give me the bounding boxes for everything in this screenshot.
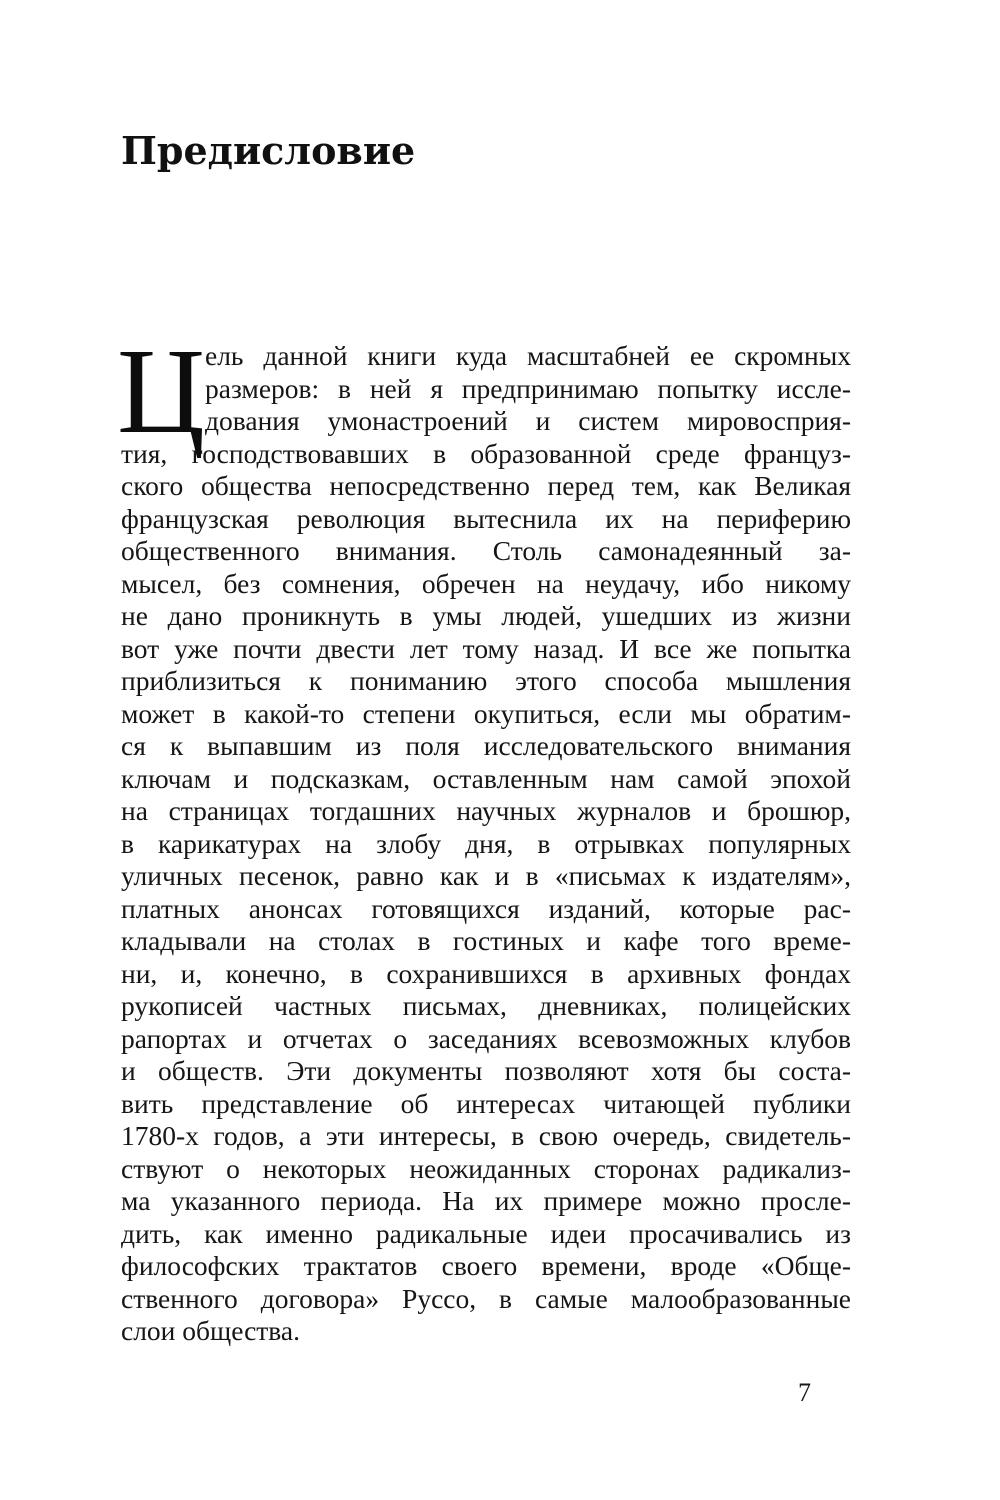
text-line: кладывали на столах в гостиных и кафе того време-	[121, 925, 851, 956]
text-line: мысел, без сомнения, обречен на неудачу, ибо никому	[121, 567, 851, 599]
text-line: вить представление об интересах читающей публики	[121, 1087, 851, 1119]
text-line: дования умонастроений и систем мировосприя-	[205, 405, 851, 436]
text-line: ма указанного периода. На их примере можно просле-	[121, 1185, 851, 1216]
text-line: ключам и подсказкам, оставленным нам самой эпохой	[121, 762, 851, 794]
text-line: рукописей частных письмах, дневниках, полицейских	[121, 990, 851, 1021]
drop-cap-letter: Ц	[117, 324, 206, 459]
chapter-title: Предисловие	[121, 128, 416, 173]
preface-paragraph	[117, 324, 851, 1348]
text-line: вот уже почти двести лет тому назад. И все же попытка	[121, 632, 851, 664]
text-line: дить, как именно радикальные идеи просачивались из	[121, 1217, 851, 1249]
text-line: на страницах тогдашних научных журналов и брошюр,	[121, 795, 851, 826]
text-line: ского общества непосредственно перед тем, как Великая	[121, 470, 851, 501]
text-line: не дано проникнуть в умы людей, ушедших из жизни	[121, 600, 851, 631]
text-line: ствуют о некоторых неожиданных сторонах радикализ-	[121, 1152, 851, 1184]
text-line: 1780-х годов, а эти интересы, в свою очередь, свидетель-	[121, 1120, 851, 1151]
page-number: 7	[798, 1378, 811, 1407]
text-line: в карикатурах на злобу дня, в отрывках популярных	[121, 827, 851, 859]
text-line: ни, и, конечно, в сохранившихся в архивных фондах	[121, 957, 851, 989]
text-line: и обществ. Эти документы позволяют хотя бы соста-	[121, 1055, 851, 1086]
text-line: размеров: в ней я предпринимаю попытку иссле-	[205, 372, 851, 404]
text-line: тия, господствовавших в образованной среде француз-	[121, 437, 851, 469]
text-line: рапортах и отчетах о заседаниях всевозможных клубов	[121, 1022, 851, 1054]
text-line: может в какой-то степени окупиться, если мы обратим-	[121, 697, 851, 729]
text-line: общественного внимания. Столь самонадеянный за-	[121, 535, 851, 566]
text-line: уличных песенок, равно как и в «письмах к издателям»,	[121, 860, 851, 891]
text-line: французская революция вытеснила их на периферию	[121, 502, 851, 534]
text-line: ель данной книги куда масштабней ее скромных	[205, 340, 851, 371]
text-line: платных анонсах готовящихся изданий, которые рас-	[121, 892, 851, 924]
text-line: философских трактатов своего времени, вроде «Обще-	[121, 1250, 851, 1281]
text-line: ственного договора» Руссо, в самые малообразованные	[121, 1282, 851, 1314]
text-line: слои общества.	[121, 1315, 301, 1346]
text-line: ся к выпавшим из поля исследовательского внимания	[121, 730, 851, 761]
text-line: приблизиться к пониманию этого способа мышления	[121, 665, 851, 696]
